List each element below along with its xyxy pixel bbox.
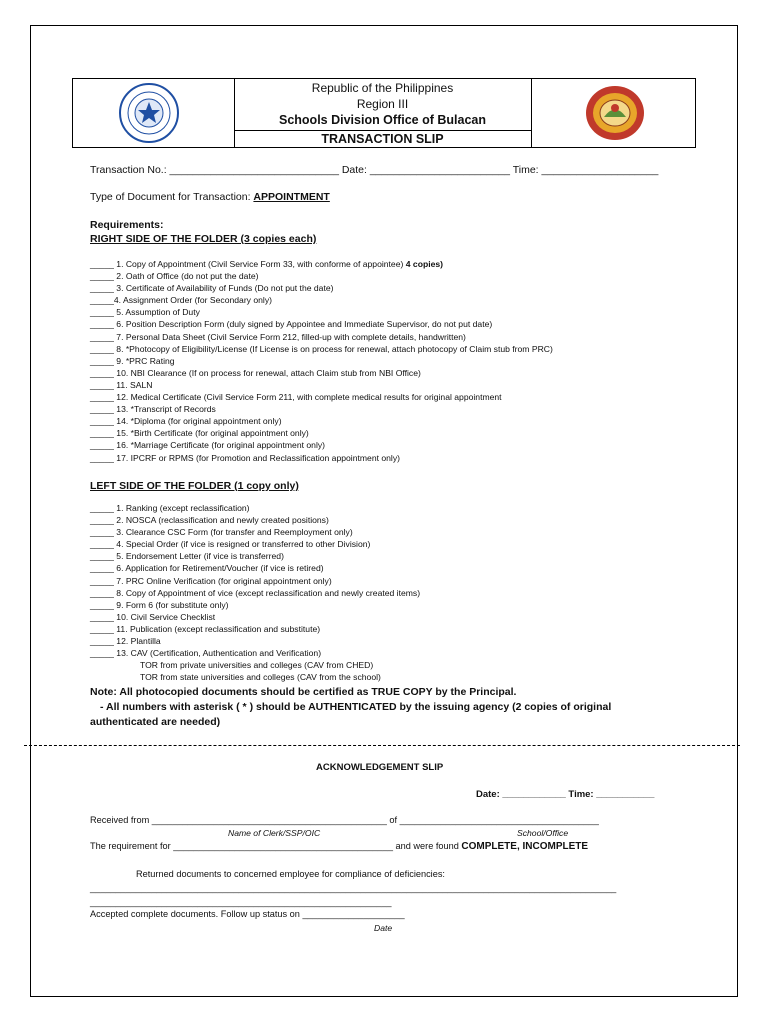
transaction-number-line: Transaction No.: _____________________________ Date: ________________________ Time: ____________________ <box>90 164 659 176</box>
left-item-8: _____ 8. Copy of Appointment of vice (except reclassification and newly created items) <box>90 587 421 598</box>
right-item-6: _____ 6. Position Description Form (duly signed by Appointee and Immediate Supervisor, do not put date) <box>90 319 493 330</box>
left-side-list <box>90 502 420 683</box>
right-item-10: _____ 10. NBI Clearance (If on process for renewal, attach Claim stub from NBI Office) <box>90 367 421 378</box>
returned-line-b: ___________________________________________________________ <box>90 897 392 907</box>
left-item-13: _____ 13. CAV (Certification, Authentication and Verification) <box>90 648 322 659</box>
left-item-12: _____ 12. Plantilla <box>90 636 161 647</box>
left-item-7: _____ 7. PRC Online Verification (for original appointment only) <box>90 575 332 586</box>
returned-line-a: _______________________________________________________________________________________________________ <box>90 883 617 893</box>
document-type-label: Type of Document for Transaction: <box>90 191 254 203</box>
date-caption: Date <box>374 923 393 933</box>
document-type-value: APPOINTMENT <box>253 191 330 203</box>
returned-text: Returned documents to concerned employee for compliance of deficiencies: <box>136 869 445 879</box>
note-line-1: Note: All photocopied documents should be certified as TRUE COPY by the Principal. <box>90 686 517 698</box>
left-item-4: _____ 4. Special Order (if vice is resigned or transferred to other Division) <box>90 539 371 550</box>
left-item-10: _____ 10. Civil Service Checklist <box>90 611 216 622</box>
right-item-17: _____ 17. IPCRF or RPMS (for Promotion and Reclassification appointment only) <box>90 452 400 463</box>
left-item-13a: TOR from private universities and colleges (CAV from CHED) <box>140 660 374 671</box>
slip-title: TRANSACTION SLIP <box>321 132 444 146</box>
left-item-5: _____ 5. Endorsement Letter (if vice is transferred) <box>90 551 284 562</box>
right-item-1: _____ 1. Copy of Appointment (Civil Service Form 33, with conforme of appointee) 4 copies) <box>90 259 444 269</box>
right-item-13: _____ 13. *Transcript of Records <box>90 404 216 415</box>
accepted-line: Accepted complete documents. Follow up status on ____________________ <box>90 909 405 919</box>
region-text: Region III <box>356 97 409 111</box>
left-item-11: _____ 11. Publication (except reclassification and substitute) <box>90 623 321 634</box>
name-caption: Name of Clerk/SSP/OIC <box>228 828 321 838</box>
document-type-line <box>90 191 330 203</box>
right-item-3: _____ 3. Certificate of Availability of Funds (Do not put the date) <box>90 283 334 294</box>
slip-title-box <box>234 130 531 147</box>
right-item-16: _____ 16. *Marriage Certificate (for original appointment only) <box>90 440 326 451</box>
complete-incomplete: COMPLETE, INCOMPLETE <box>461 841 589 852</box>
left-item-9: _____ 9. Form 6 (for substitute only) <box>90 599 229 610</box>
received-from-line: Received from ______________________________________________ of _______________________________________ <box>90 815 599 825</box>
right-item-11: _____ 11. SALN <box>90 379 153 390</box>
ack-title: ACKNOWLEDGEMENT SLIP <box>316 762 444 773</box>
right-item-8: _____ 8. *Photocopy of Eligibility/License (If License is on process for renewal, attach photocopy of Claim stub from PRC) <box>90 343 553 354</box>
right-item-7: _____ 7. Personal Data Sheet (Civil Service Form 212, filled-up with complete details, handwritten) <box>90 331 466 342</box>
left-item-13b: TOR from state universities and colleges (CAV from the school) <box>140 672 381 683</box>
ack-date-time: Date: ____________ Time: ___________ <box>476 789 655 800</box>
deped-seal-cell <box>73 79 235 147</box>
right-side-heading: RIGHT SIDE OF THE FOLDER (3 copies each) <box>90 233 317 245</box>
cut-line <box>24 745 740 746</box>
note-line-2: - All numbers with asterisk ( * ) should be AUTHENTICATED by the issuing agency (2 copies of original <box>100 701 612 713</box>
requirements-heading: Requirements: <box>90 219 164 231</box>
deped-seal-icon <box>118 82 180 144</box>
republic-text: Republic of the Philippines <box>311 81 454 95</box>
sdo-seal-cell <box>531 79 696 147</box>
school-caption: School/Office <box>517 828 569 838</box>
left-item-3: _____ 3. Clearance CSC Form (for transfer and Reemployment only) <box>90 527 353 538</box>
right-item-5: _____ 5. Assumption of Duty <box>90 307 200 318</box>
requirement-for-text: The requirement for ___________________________________________ and were found <box>90 841 459 851</box>
division-text: Schools Division Office of Bulacan <box>279 113 486 127</box>
right-item-2: _____ 2. Oath of Office (do not put the date) <box>90 271 259 282</box>
left-item-2: _____ 2. NOSCA (reclassification and newly created positions) <box>90 515 329 526</box>
left-side-heading: LEFT SIDE OF THE FOLDER (1 copy only) <box>90 480 299 492</box>
right-item-14: _____ 14. *Diploma (for original appointment only) <box>90 416 282 427</box>
requirement-for-line <box>90 841 588 852</box>
left-item-6: _____ 6. Application for Retirement/Voucher (if vice is retired) <box>90 563 324 574</box>
right-item-15: _____ 15. *Birth Certificate (for original appointment only) <box>90 428 309 439</box>
sdo-bulacan-seal-icon <box>584 84 646 142</box>
right-item-9: _____ 9. *PRC Rating <box>90 355 175 366</box>
left-item-1: _____ 1. Ranking (except reclassification) <box>90 503 250 513</box>
right-item-4: _____4. Assignment Order (for Secondary only) <box>90 295 272 306</box>
header-title-block <box>234 79 531 147</box>
note-line-3: authenticated are needed) <box>90 716 221 728</box>
right-item-12: _____ 12. Medical Certificate (Civil Service Form 211, with complete medical results for original appointment <box>90 392 502 403</box>
header-box <box>72 78 696 148</box>
right-side-list <box>90 258 553 464</box>
